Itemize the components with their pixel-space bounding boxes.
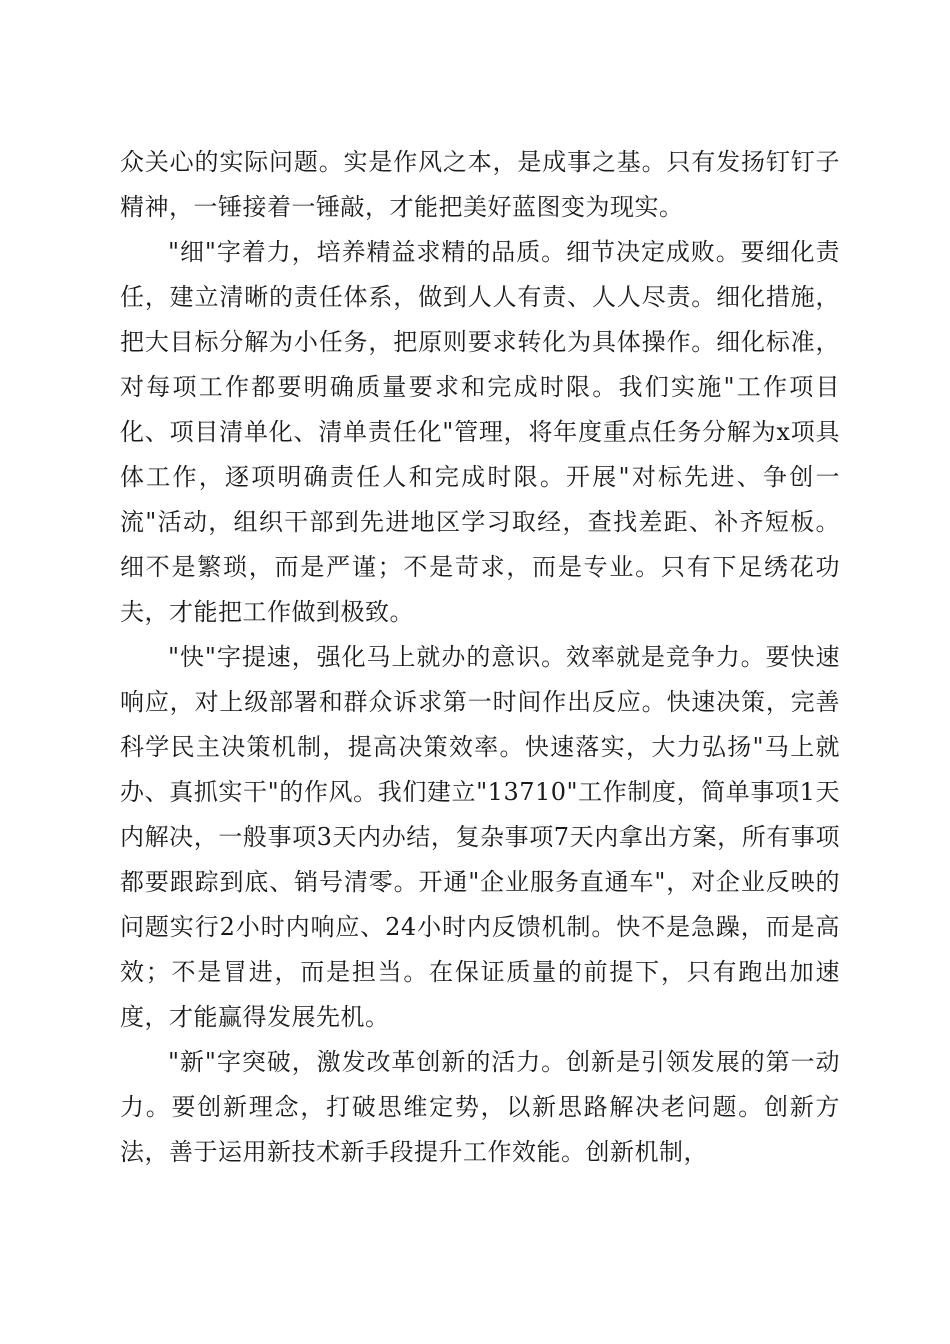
paragraph-kuai: "快"字提速，强化马上就办的意识。效率就是竞争力。要快速响应，对上级部署和群众诉求第一时间作出反应。快速决策，完善科学民主决策机制，提高决策效率。快速落实，大力弘扬"马上就办、真抓实干"的作风。我们建立"13710"工作制度，简单事项1天内解决，一般事项3天内办结，复杂事项7天内拿出方案，所有事项都要跟踪到底、销号清零。开通"企业服务直通车"，对企业反映的问题实行2小时内响应、24小时内反馈机制。快不是急躁，而是高效；不是冒进，而是担当。在保证质量的前提下，只有跑出加速度，才能赢得发展先机。 — [120, 643, 840, 1031]
paragraph-xin: "新"字突破，激发改革创新的活力。创新是引领发展的第一动力。要创新理念，打破思维定势，以新思路解决老问题。创新方法，善于运用新技术新手段提升工作效能。创新机制， — [120, 1048, 840, 1166]
document-body — [120, 140, 840, 1175]
paragraph-xi: "细"字着力，培养精益求精的品质。细节决定成败。要细化责任，建立清晰的责任体系，做到人人有责、人人尽责。细化措施，把大目标分解为小任务，把原则要求转化为具体操作。细化标准，对每项工作都要明确质量要求和完成时限。我们实施"工作项目化、项目清单化、清单责任化"管理，将年度重点任务分解为x项具体工作，逐项明确责任人和完成时限。开展"对标先进、争创一流"活动，组织干部到先进地区学习取经，查找差距、补齐短板。细不是繁琐，而是严谨；不是苛求，而是专业。只有下足绣花功夫，才能把工作做到极致。 — [120, 238, 840, 626]
paragraph-continuation: 众关心的实际问题。实是作风之本，是成事之基。只有发扬钉钉子精神，一锤接着一锤敲，才能把美好蓝图变为现实。 — [120, 148, 840, 221]
